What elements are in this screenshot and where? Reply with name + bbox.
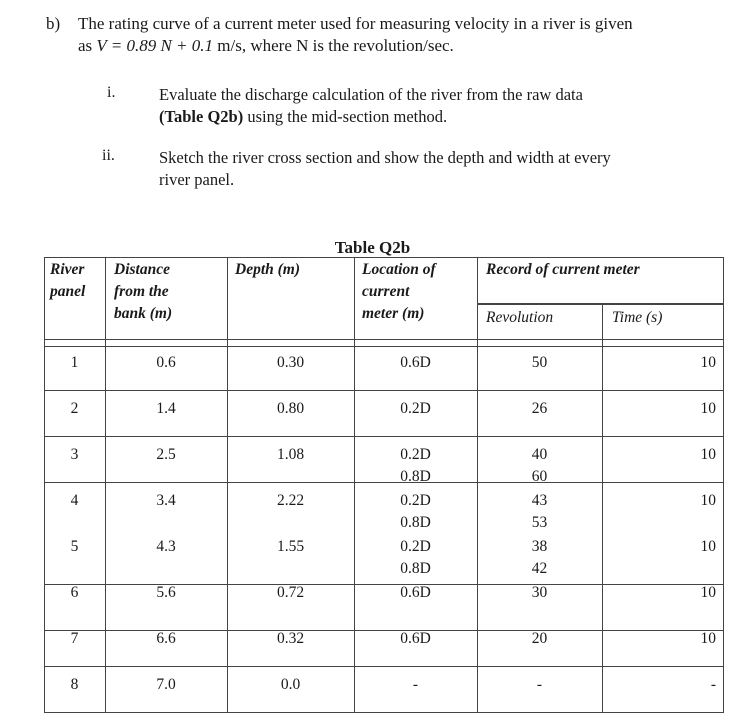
- question-line-2-prefix: as: [78, 36, 93, 55]
- cell-location: 0.6D: [400, 584, 431, 601]
- cell-distance: 4.3: [156, 538, 176, 555]
- cell-panel: 3: [70, 446, 79, 463]
- cell-depth: 1.55: [276, 538, 305, 555]
- cell-time: 10: [700, 538, 716, 555]
- cell-depth: 0.0: [280, 676, 301, 693]
- header-location-line-2: current: [362, 283, 410, 300]
- rating-equation: V = 0.89 N + 0.1: [96, 36, 214, 55]
- header-distance-line-2: from the: [114, 283, 169, 300]
- cell-depth: 0.72: [276, 584, 305, 601]
- cell-revolution: 30: [531, 584, 548, 601]
- cell-location: 0.6D: [400, 354, 431, 371]
- cell-depth: 0.30: [276, 354, 305, 371]
- question-line-2-suffix: m/s, where N is the revolution/sec.: [213, 36, 454, 55]
- cell-panel: 4: [70, 492, 79, 509]
- subquestion-ii-line-1: Sketch the river cross section and show the depth and width at every: [159, 148, 611, 167]
- cell-revolution: -: [536, 676, 543, 693]
- header-location-line-3: meter (m): [362, 305, 425, 322]
- cell-location: 0.2D: [400, 492, 431, 509]
- subquestion-ii-number: ii.: [102, 147, 115, 164]
- cell-depth: 1.08: [276, 446, 305, 463]
- cell-distance: 3.4: [156, 492, 176, 509]
- cell-revolution: 38: [531, 538, 548, 555]
- cell-distance: 1.4: [156, 400, 176, 417]
- cell-revolution: 50: [531, 354, 548, 371]
- subquestion-ii-text: [159, 147, 611, 191]
- header-river-panel: [50, 259, 85, 303]
- subquestion-i-line-2: [159, 106, 583, 128]
- row-divider: [44, 390, 724, 391]
- table-right-border: [723, 257, 724, 713]
- cell-distance: 7.0: [156, 676, 176, 693]
- row-divider: [44, 666, 724, 667]
- cell-location: 0.8D: [400, 468, 431, 485]
- cell-location: 0.2D: [400, 400, 431, 417]
- subquestion-i-line-1: Evaluate the discharge calculation of the river from the raw data: [159, 85, 583, 104]
- cell-revolution: 42: [531, 560, 548, 577]
- cell-distance: 0.6: [156, 354, 176, 371]
- header-location-line-1: Location of: [362, 261, 436, 278]
- cell-revolution: 40: [531, 446, 548, 463]
- cell-panel: 1: [70, 354, 79, 371]
- header-time: Time (s): [612, 309, 663, 326]
- subquestion-i-text: [159, 84, 583, 128]
- cell-panel: 2: [70, 400, 79, 417]
- cell-revolution: 60: [531, 468, 548, 485]
- cell-distance: 2.5: [156, 446, 176, 463]
- record-header-divider: [477, 303, 724, 305]
- cell-depth: 0.80: [276, 400, 305, 417]
- cell-time: 10: [700, 584, 716, 601]
- subquestion-i-line-2-rest: using the mid-section method.: [243, 107, 448, 126]
- cell-depth: 2.22: [276, 492, 305, 509]
- cell-depth: 0.32: [276, 630, 305, 647]
- cell-distance: 5.6: [156, 584, 176, 601]
- cell-location: 0.6D: [400, 630, 431, 647]
- header-river-panel-line-2: panel: [50, 283, 86, 300]
- cell-time: 10: [700, 400, 716, 417]
- cell-time: 10: [700, 354, 716, 371]
- cell-location: -: [412, 676, 419, 693]
- header-distance-line-3: bank (m): [114, 305, 173, 322]
- question-line-2: [78, 36, 454, 56]
- cell-panel: 6: [70, 584, 79, 601]
- table-reference: (Table Q2b): [159, 107, 244, 126]
- header-double-border: [44, 346, 724, 347]
- header-bottom-border: [44, 339, 724, 340]
- cell-revolution: 20: [531, 630, 548, 647]
- subquestion-i-number: i.: [107, 84, 116, 101]
- header-distance-line-1: Distance: [114, 261, 170, 278]
- cell-location: 0.8D: [400, 560, 431, 577]
- header-distance: [114, 259, 172, 325]
- cell-revolution: 53: [531, 514, 548, 531]
- table-title: Table Q2b: [334, 238, 411, 257]
- header-record: Record of current meter: [486, 261, 640, 278]
- cell-location: 0.8D: [400, 514, 431, 531]
- cell-time: 10: [700, 492, 716, 509]
- cell-location: 0.2D: [400, 538, 431, 555]
- question-label: b): [46, 14, 61, 33]
- cell-panel: 7: [70, 630, 79, 647]
- cell-location: 0.2D: [400, 446, 431, 463]
- header-location: [362, 259, 436, 325]
- header-depth: Depth (m): [235, 261, 301, 278]
- header-revolution: Revolution: [486, 309, 554, 326]
- cell-revolution: 43: [531, 492, 548, 509]
- cell-time: -: [710, 676, 716, 693]
- question-line-1: The rating curve of a current meter used for measuring velocity in a river is given: [78, 14, 633, 33]
- cell-panel: 5: [70, 538, 79, 555]
- discharge-table: [44, 257, 724, 713]
- cell-revolution: 26: [531, 400, 548, 417]
- header-river-panel-line-1: River: [50, 261, 85, 278]
- row-divider: [44, 436, 724, 437]
- table-top-border: [44, 257, 724, 258]
- cell-panel: 8: [70, 676, 79, 693]
- cell-distance: 6.6: [156, 630, 176, 647]
- table-bottom-border: [44, 712, 724, 713]
- subquestion-ii-line-2: river panel.: [159, 170, 235, 189]
- cell-time: 10: [700, 630, 716, 647]
- cell-time: 10: [700, 446, 716, 463]
